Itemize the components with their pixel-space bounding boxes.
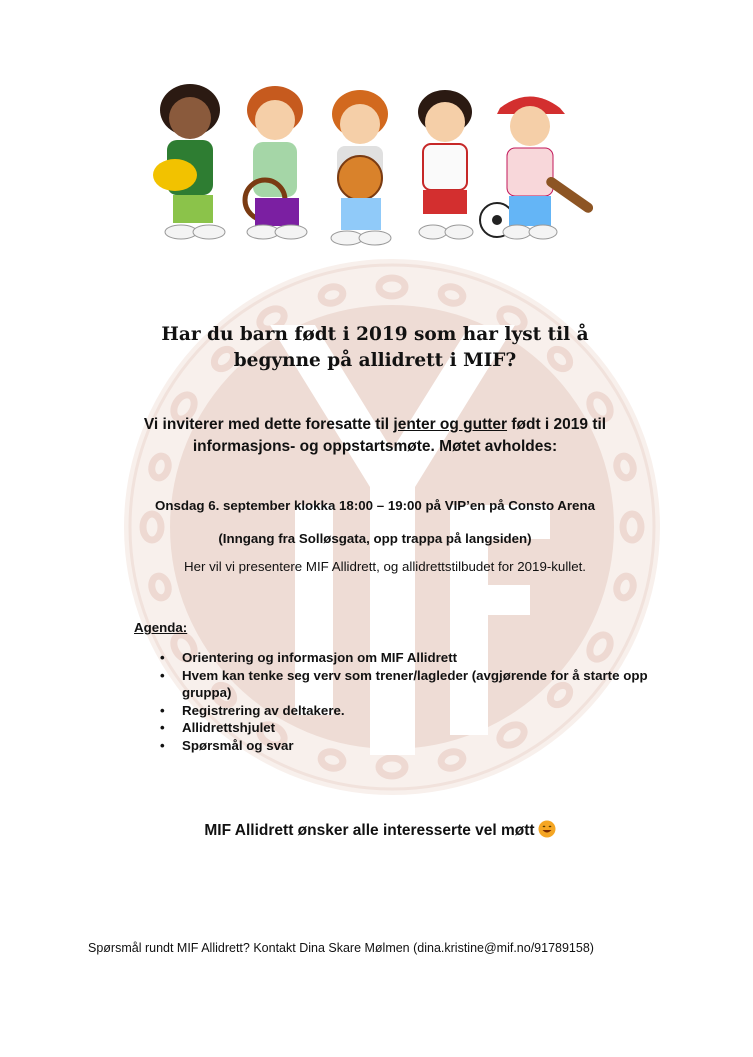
title-line-1: Har du barn født i 2019 som har lyst til å bbox=[161, 324, 589, 345]
closing-message bbox=[150, 820, 610, 840]
list-item bbox=[160, 719, 660, 737]
meeting-time-location: Onsdag 6. september klokka 18:00 – 19:00 på VIP’en på Consto Arena bbox=[155, 498, 595, 513]
agenda-item-text: Allidrettshjulet bbox=[182, 720, 276, 735]
smiling-face-icon bbox=[538, 820, 556, 838]
agenda-item-text: Registrering av deltakere. bbox=[182, 702, 345, 718]
bullet-icon: • bbox=[160, 737, 165, 753]
list-item bbox=[160, 667, 660, 702]
list-item bbox=[160, 649, 660, 667]
invitation-line-2: informasjons- og oppstartsmøte. Møtet avholdes: bbox=[192, 438, 558, 455]
agenda-list bbox=[160, 649, 660, 754]
meeting-entrance: (Inngang fra Solløsgata, opp trappa på langsiden) bbox=[218, 531, 532, 546]
invitation-before: Vi inviterer med dette foresatte til bbox=[143, 416, 394, 433]
page-title bbox=[110, 322, 640, 374]
meeting-presentation: Her vil vi presentere MIF Allidrett, og allidrettstilbudet for 2019-kullet. bbox=[183, 559, 587, 574]
agenda-item-text: Orientering og informasjon om MIF Allidrett bbox=[182, 650, 458, 665]
agenda-item-text: Spørsmål og svar bbox=[182, 737, 294, 753]
list-item bbox=[160, 737, 660, 755]
list-item bbox=[160, 702, 660, 720]
title-line-2: begynne på allidrett i MIF? bbox=[233, 350, 517, 371]
invitation-after: født i 2019 til bbox=[507, 416, 607, 433]
bullet-icon: • bbox=[160, 702, 165, 718]
invitation-underlined: jenter og gutter bbox=[393, 416, 508, 433]
contact-footer: Spørsmål rundt MIF Allidrett? Kontakt Dina Skare Mølmen (dina.kristine@mif.no/91789158) bbox=[88, 941, 594, 955]
bullet-icon: • bbox=[160, 720, 165, 735]
agenda-item-text: Hvem kan tenke seg verv som trener/lagleder (avgjørende for å starte opp gruppa) bbox=[182, 667, 648, 700]
bullet-icon: • bbox=[160, 650, 165, 665]
kids-sports-illustration bbox=[145, 80, 610, 255]
invitation-text bbox=[115, 414, 635, 458]
invitation-line-1 bbox=[115, 414, 635, 436]
bullet-icon: • bbox=[160, 667, 165, 683]
closing-text: MIF Allidrett ønsker alle interesserte vel møtt bbox=[204, 822, 535, 839]
agenda-heading: Agenda: bbox=[134, 620, 188, 635]
